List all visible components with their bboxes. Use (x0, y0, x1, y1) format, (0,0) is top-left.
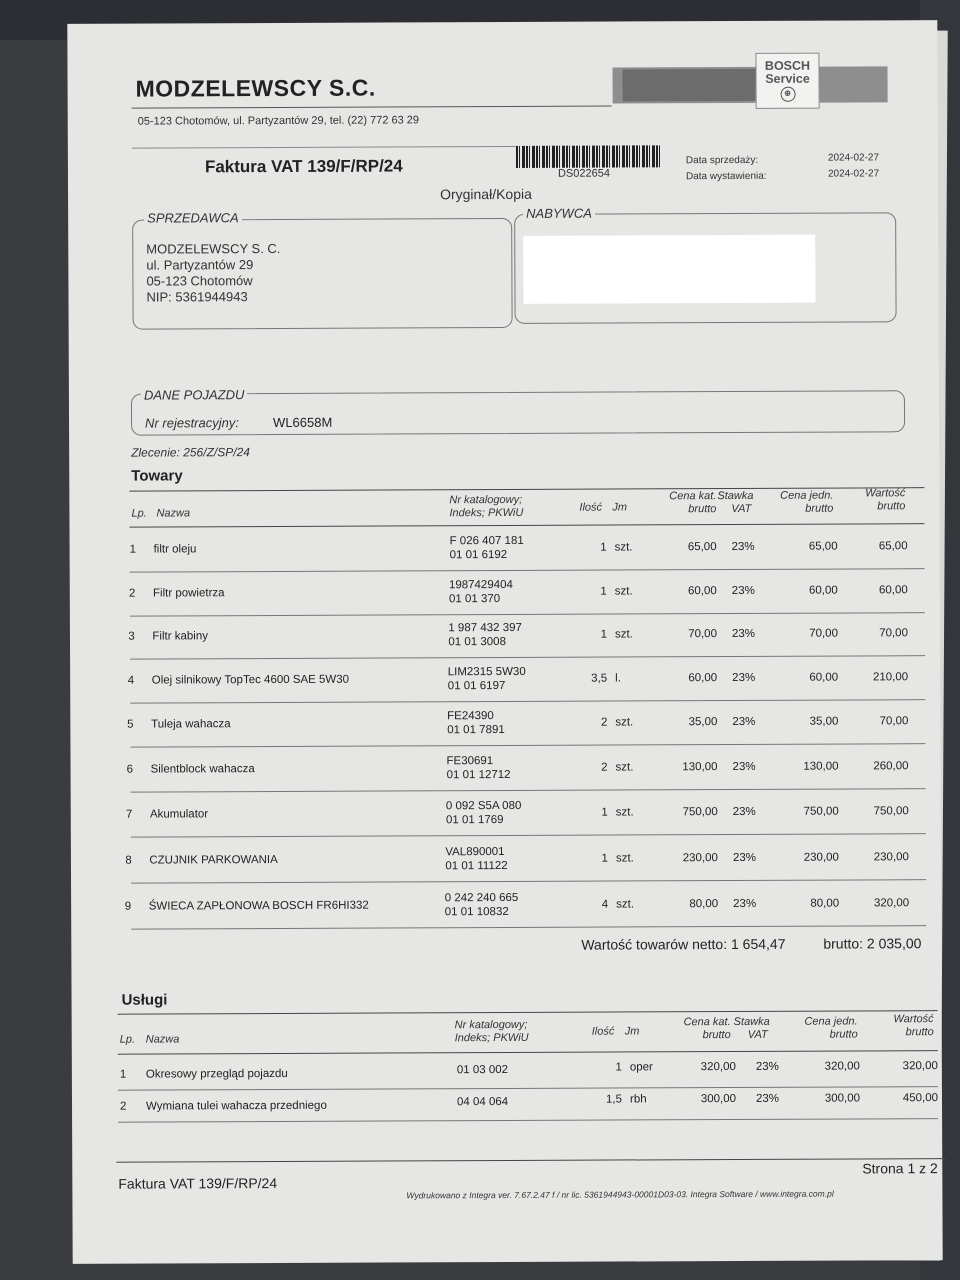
goods-row-unitprice: 130,00 (803, 760, 839, 773)
goods-row-lp: 7 (125, 808, 133, 821)
page-number: Strona 1 z 2 (862, 1160, 938, 1177)
service-row-value: 320,00 (902, 1060, 938, 1073)
barcode-number: DS022654 (557, 167, 610, 180)
col-catalog-line1: Nr katalogowy; (449, 493, 523, 507)
goods-row-price: 750,00 (682, 806, 718, 819)
service-row-lp: 1 (119, 1068, 127, 1081)
goods-row-index: 01 01 7891 (447, 724, 505, 737)
vehicle-label: DANE POJAZDU (141, 387, 247, 402)
goods-row-qty: 1 (601, 852, 608, 865)
service-row-price: 320,00 (700, 1060, 736, 1074)
goods-row-unitprice: 65,00 (808, 540, 838, 553)
redacted-buyer-details (523, 235, 815, 304)
goods-row-lp: 5 (127, 718, 134, 731)
svc-col-catalog (455, 1019, 529, 1045)
goods-row-index: 01 01 10832 (444, 905, 509, 919)
goods-title: Towary (131, 467, 183, 485)
footer-rule (116, 1158, 946, 1163)
svc-col-vat-line2: VAT (747, 1028, 768, 1041)
goods-row-value: 60,00 (878, 584, 908, 597)
svc-col-unit: Jm (624, 1025, 640, 1038)
goods-header-rule (129, 523, 924, 527)
service-row-qty: 1 (615, 1061, 622, 1074)
goods-row-unit: szt. (614, 585, 633, 598)
service-row-qty: 1,5 (605, 1093, 623, 1106)
svc-col-vat (734, 1016, 770, 1042)
goods-row-divider (131, 879, 926, 883)
goods-row-unit: l. (615, 672, 621, 685)
svc-col-catalog-line2: Indeks; PKWiU (454, 1031, 529, 1045)
registration-label: Nr rejestracyjny: (145, 415, 239, 431)
invoice-sheet (67, 20, 942, 1264)
goods-row-value: 750,00 (873, 805, 909, 818)
svc-col-value-line1: Wartość (893, 1013, 934, 1026)
goods-row-name: Silentblock wahacza (150, 763, 255, 776)
copy-label: Oryginał/Kopia (440, 185, 532, 203)
service-row-catalog: 04 04 064 (456, 1095, 509, 1109)
goods-row-vat: 23% (731, 540, 755, 554)
col-price (662, 490, 716, 516)
company-name: MODZELEWSCY S.C. (135, 74, 376, 102)
goods-row-divider (131, 925, 926, 929)
goods-row-value: 70,00 (879, 715, 909, 728)
goods-row-lp: 9 (124, 900, 132, 913)
seller-line: NIP: 5361944943 (146, 289, 248, 305)
goods-row-unit: szt. (616, 898, 635, 911)
goods-row-divider (130, 699, 925, 703)
svc-col-unitprice (794, 1015, 858, 1041)
goods-row-catalog: 0 242 240 665 (444, 891, 519, 905)
service-row-vat: 23% (755, 1092, 780, 1105)
header-band-dark (623, 69, 758, 102)
goods-row-vat: 23% (731, 584, 755, 598)
goods-row-catalog: FE30691 (446, 755, 494, 768)
col-unitprice-line2: brutto (805, 502, 834, 515)
goods-row-unit: szt. (615, 852, 634, 865)
sale-date: 2024-02-27 (827, 152, 880, 164)
goods-row-value: 70,00 (879, 627, 908, 640)
goods-row-unit: szt. (615, 806, 634, 819)
goods-row-unit: szt. (615, 716, 634, 729)
goods-row-unitprice: 35,00 (809, 715, 839, 728)
goods-row-unitprice: 60,00 (808, 584, 838, 597)
service-row-name: Okresowy przegląd pojazdu (145, 1067, 288, 1081)
service-row-unit: oper (629, 1061, 653, 1074)
col-unit: Jm (612, 501, 628, 514)
goods-row-divider (131, 833, 926, 837)
goods-row-divider (130, 568, 925, 572)
goods-row-qty: 1 (601, 806, 608, 819)
col-price-line2: brutto (688, 503, 717, 516)
bosch-service-logo (755, 53, 819, 109)
order-number: Zlecenie: 256/Z/SP/24 (131, 445, 250, 460)
seller-label: SPRZEDAWCA (144, 210, 242, 225)
footer-invoice-title: Faktura VAT 139/F/RP/24 (118, 1174, 278, 1192)
goods-row-unitprice: 60,00 (809, 671, 839, 684)
goods-row-price: 230,00 (682, 852, 718, 865)
goods-row-name: CZUJNIK PARKOWANIA (149, 853, 278, 867)
goods-row-catalog: 1 987 432 397 (448, 621, 522, 635)
goods-row-name: ŚWIECA ZAPŁONOWA BOSCH FR6HI332 (148, 899, 369, 913)
goods-row-lp: 3 (128, 630, 135, 643)
goods-summary-net: Wartość towarów netto: 1 654,47 (581, 935, 786, 953)
invoice-title: Faktura VAT 139/F/RP/24 (204, 156, 403, 177)
goods-row-vat: 23% (731, 627, 756, 641)
svc-col-value-line2: brutto (905, 1026, 934, 1039)
goods-row-price: 60,00 (688, 672, 718, 685)
issue-date-label: Data wystawienia: (685, 170, 767, 183)
issue-date: 2024-02-27 (827, 168, 880, 180)
service-row-unitprice: 300,00 (824, 1092, 861, 1105)
goods-row-vat: 23% (733, 897, 757, 911)
col-vat-line2: VAT (731, 502, 752, 516)
goods-row-vat: 23% (732, 805, 756, 819)
col-vat (717, 490, 753, 516)
svc-col-price-line2: brutto (702, 1029, 731, 1042)
title-divider (132, 146, 572, 149)
svc-col-unitprice-line1: Cena jedn. (804, 1015, 858, 1028)
goods-row-vat: 23% (732, 671, 756, 685)
goods-row-value: 260,00 (873, 760, 909, 773)
col-value-line2: brutto (877, 500, 906, 513)
goods-row-unitprice: 70,00 (809, 627, 838, 640)
goods-row-name: filtr oleju (153, 543, 197, 556)
goods-row-price: 60,00 (687, 585, 717, 598)
goods-row-lp: 6 (126, 763, 133, 776)
goods-row-price: 65,00 (687, 541, 717, 554)
goods-row-catalog: F 026 407 181 (449, 534, 524, 548)
goods-row-value: 230,00 (873, 851, 909, 864)
col-value (849, 487, 905, 513)
goods-row-index: 01 01 6197 (447, 679, 506, 693)
goods-row-vat: 23% (732, 715, 756, 729)
goods-row-value: 65,00 (878, 540, 908, 553)
goods-row-unit: szt. (614, 541, 633, 554)
goods-row-name: Tuleja wahacza (151, 718, 231, 731)
col-unitprice (769, 490, 833, 516)
header-divider (132, 106, 612, 109)
service-row-price: 300,00 (700, 1092, 737, 1106)
goods-row-divider (130, 612, 925, 616)
col-lp: Lp. (131, 507, 147, 520)
svc-col-unitprice-line2: brutto (829, 1028, 858, 1041)
bosch-armature-icon: ⊕ (780, 87, 795, 102)
svc-col-vat-line1: Stawka (733, 1015, 770, 1029)
services-header-rule (118, 1050, 938, 1055)
goods-row-price: 80,00 (689, 898, 719, 911)
goods-row-name: Filtr powietrza (152, 587, 225, 600)
svc-col-price (677, 1016, 731, 1042)
col-catalog (449, 494, 523, 520)
goods-row-qty: 2 (600, 716, 608, 729)
goods-row-divider (131, 788, 926, 792)
service-row-vat: 23% (755, 1060, 779, 1073)
seller-line: 05-123 Chotomów (146, 273, 253, 289)
seller-line: MODZELEWSCY S. C. (146, 240, 281, 257)
col-qty: Ilość (579, 501, 603, 514)
service-row-divider (118, 1086, 938, 1091)
goods-row-index: 01 01 3008 (448, 635, 506, 649)
svc-col-catalog-line1: Nr katalogowy; (454, 1018, 528, 1032)
col-vat-line1: Stawka (717, 489, 754, 503)
goods-row-catalog: 0 092 S5A 080 (445, 799, 522, 813)
goods-row-price: 70,00 (688, 628, 717, 641)
services-title: Usługi (121, 991, 168, 1009)
goods-row-price: 130,00 (682, 761, 718, 774)
service-row-catalog: 01 03 002 (456, 1063, 509, 1077)
goods-row-qty: 3,5 (591, 672, 608, 685)
registration-value: WL6658M (273, 414, 333, 431)
seller-line: ul. Partyzantów 29 (146, 257, 254, 273)
barcode-icon (516, 145, 661, 168)
service-row-name: Wymiana tulei wahacza przedniego (145, 1099, 327, 1113)
col-unitprice-line1: Cena jedn. (780, 489, 834, 502)
col-value-line1: Wartość (865, 487, 906, 500)
goods-row-qty: 1 (600, 628, 607, 641)
buyer-label: NABYWCA (523, 206, 595, 221)
services-top-rule (118, 1010, 938, 1015)
service-row-unit: rbh (629, 1093, 647, 1106)
goods-row-vat: 23% (732, 760, 756, 774)
service-row-unitprice: 320,00 (824, 1060, 860, 1073)
goods-row-catalog: VAL890001 (445, 846, 505, 859)
goods-row-lp: 1 (129, 543, 137, 556)
goods-row-unitprice: 230,00 (803, 851, 839, 864)
goods-row-catalog: FE24390 (447, 710, 494, 723)
svc-col-price-line1: Cena kat. (683, 1016, 731, 1029)
goods-row-catalog: 1987429404 (448, 578, 513, 592)
goods-row-catalog: LIM2315 5W30 (447, 665, 526, 679)
goods-row-value: 320,00 (873, 897, 910, 910)
logo-line1: BOSCH (764, 58, 811, 73)
svc-col-value (878, 1013, 934, 1039)
goods-row-qty: 4 (601, 898, 609, 911)
goods-row-vat: 23% (732, 851, 757, 865)
company-address: 05-123 Chotomów, ul. Partyzantów 29, tel. (22) 772 63 29 (137, 114, 420, 128)
goods-row-qty: 1 (600, 541, 607, 554)
service-row-divider (118, 1118, 938, 1123)
goods-row-index: 01 01 6192 (449, 548, 508, 562)
service-row-lp: 2 (119, 1100, 127, 1113)
sale-date-label: Data sprzedaży: (685, 154, 759, 167)
goods-row-qty: 1 (600, 585, 607, 598)
goods-row-index: 01 01 370 (448, 593, 501, 606)
goods-row-divider (130, 743, 925, 747)
goods-row-divider (130, 655, 925, 659)
goods-row-name: Akumulator (149, 808, 209, 821)
goods-row-index: 01 01 12712 (446, 768, 511, 782)
col-price-line1: Cena kat. (669, 490, 717, 503)
goods-row-lp: 4 (127, 674, 135, 687)
logo-line2: Service (765, 71, 810, 86)
goods-row-unit: szt. (615, 761, 634, 774)
col-name: Nazwa (156, 507, 191, 520)
goods-row-index: 01 01 1769 (445, 814, 504, 827)
printed-by: Wydrukowano z Integra ver. 7.67.2.47 f / nr lic. 5361944943-00001D03-03. Integra Software / www.integra.com.pl (406, 1188, 834, 1201)
service-row-value: 450,00 (902, 1092, 939, 1105)
goods-row-value: 210,00 (872, 671, 909, 684)
goods-row-price: 35,00 (688, 716, 718, 729)
goods-row-unit: szt. (614, 628, 633, 641)
col-catalog-line2: Indeks; PKWiU (449, 506, 524, 520)
goods-row-name: Filtr kabiny (152, 630, 208, 643)
goods-row-unitprice: 750,00 (803, 805, 839, 818)
goods-row-lp: 2 (128, 587, 136, 600)
seller-details (146, 241, 280, 306)
svc-col-name: Nazwa (145, 1033, 180, 1046)
svc-col-lp: Lp. (119, 1033, 136, 1046)
svc-col-qty: Ilość (591, 1025, 615, 1038)
goods-summary-gross: brutto: 2 035,00 (823, 935, 922, 952)
goods-row-index: 01 01 11122 (445, 859, 508, 873)
goods-row-lp: 8 (125, 854, 132, 867)
goods-row-name: Olej silnikowy TopTec 4600 SAE 5W30 (151, 673, 350, 687)
goods-row-unitprice: 80,00 (810, 897, 840, 910)
goods-row-qty: 2 (601, 761, 608, 774)
